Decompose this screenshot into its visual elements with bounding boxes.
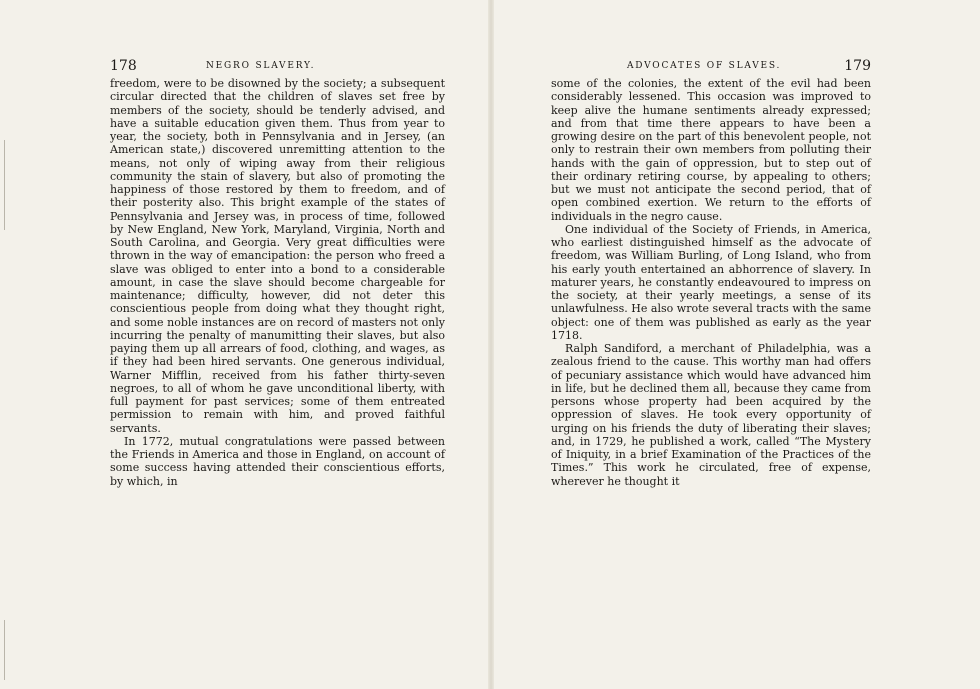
- book-gutter: [488, 0, 494, 689]
- paragraph: Ralph Sandiford, a merchant of Philadelphia, was a zealous friend to the cause. This worthy man had offers of pecuniary assistance which would have advanced him in life, but he declined them all, because they came from persons whose property had been acquired by the oppression of slaves. He took every opportunity of urging on his friends the duty of liberating their slaves; and, in 1729, he published a work, called “The Mystery of Iniquity, in a brief Examination of the Practices of the Times.” This work he circulated, free of expense, wherever he thought it: [551, 342, 871, 488]
- right-running-head: [551, 50, 871, 72]
- paragraph: In 1772, mutual congratulations were passed between the Friends in America and those in England, on account of some success having attended their conscientious efforts, by which, in: [110, 434, 445, 488]
- right-body-text: [551, 77, 871, 488]
- left-body-text: [110, 77, 445, 488]
- page-edge-mark: [4, 620, 5, 680]
- left-page: [110, 50, 445, 488]
- paragraph: some of the colonies, the extent of the evil had been considerably lessened. This occasion was improved to keep alive the humane sentiments already expressed; and from that time there appears to have been a growing desire on the part of this benevolent people, not only to restrain their own members from polluting their hands with the gain of oppression, but to step out of their ordinary retiring course, by appealing to others; but we must not anticipate the second period, that of open combined exertion. We return to the efforts of individuals in the negro cause.: [551, 77, 871, 223]
- page-edge-mark: [4, 140, 5, 230]
- right-running-title: ADVOCATES OF SLAVES.: [627, 61, 782, 71]
- paragraph: One individual of the Society of Friends, in America, who earliest distinguished himself as the advocate of freedom, was William Burling, of Long Island, who from his early youth entertained an abhorrence of slavery. In maturer years, he constantly endeavoured to impress on the society, at their yearly meetings, a sense of its unlawfulness. He also wrote several tracts with the same object: one of them was published as early as the year 1718.: [551, 222, 871, 342]
- right-page: [551, 50, 871, 488]
- left-page-number: 178: [110, 58, 137, 74]
- left-running-title: NEGRO SLAVERY.: [206, 61, 316, 71]
- right-page-number: 179: [844, 58, 871, 74]
- paragraph: freedom, were to be disowned by the society; a subsequent circular directed that the children of slaves set free by members of the society, should be tenderly advised, and have a suitable education given them. Thus from year to year, the society, both in Pennsylvania and in Jersey, (an American state,) discovered unremitting attention to the means, not only of wiping away from their religious community the stain of slavery, but also of promoting the happiness of those restored by them to freedom, and of their posterity also. This bright example of the states of Pennsylvania and Jersey was, in process of time, followed by New England, New York, Maryland, Virginia, North and South Carolina, and Georgia. Very great difficulties were thrown in the way of emancipation: the person who freed a slave was obliged to enter into a bond to a considerable amount, in case the slave should become chargeable for maintenance; difficulty, however, did not deter this conscientious people from doing what they thought right, and some noble instances are on record of masters not only incurring the penalty of manumitting their slaves, but also paying them up all arrears of food, clothing, and wages, as if they had been hired servants. One generous individual, Warner Mifflin, received from his father thirty-seven negroes, to all of whom he gave unconditional liberty, with full payment for past services; some of them entreated permission to remain with him, and proved faithful servants.: [110, 77, 445, 435]
- left-running-head: [110, 50, 445, 72]
